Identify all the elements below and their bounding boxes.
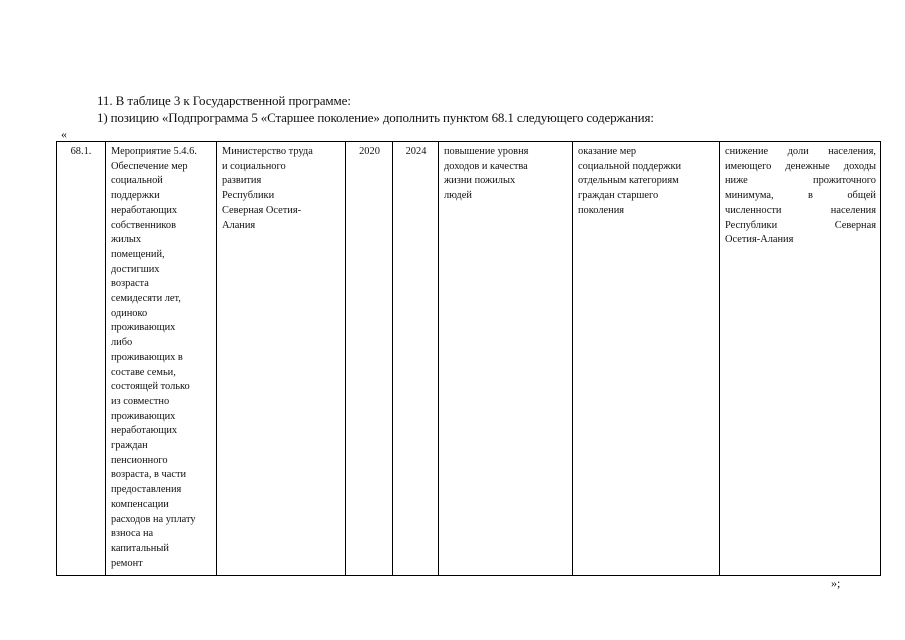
year-end: 2024 xyxy=(405,146,427,157)
text-line: граждан старшего xyxy=(578,190,659,202)
text-line: возраста xyxy=(111,278,149,290)
intro-line-2: 1) позицию «Подпрограмма 5 «Старшее поколение» дополнить пунктом 68.1 следующего содержания: xyxy=(97,110,654,125)
activity-text xyxy=(111,145,212,571)
text-line: составе семьи, xyxy=(111,366,176,378)
text-line: Министерство труда xyxy=(222,146,313,157)
text-line: Республики Северная xyxy=(725,219,876,231)
text-line: жилых xyxy=(111,234,142,246)
text-line: помещений, xyxy=(111,248,165,260)
intro-line-1: 11. В таблице 3 к Государственной программе: xyxy=(97,93,351,108)
activity-cell xyxy=(106,142,217,576)
goal-text xyxy=(444,145,568,204)
text-line: капитальный xyxy=(111,542,169,554)
result-text xyxy=(725,145,876,248)
text-line: собственников xyxy=(111,219,177,231)
text-line: семидесяти лет, xyxy=(111,293,181,305)
text-line: пенсионного xyxy=(111,454,168,466)
text-line: Обеспечение мер xyxy=(111,160,188,172)
opening-quote: « xyxy=(61,127,67,141)
text-line: отдельным категориям xyxy=(578,175,679,187)
row-number: 68.1. xyxy=(70,146,92,157)
executor-text xyxy=(222,145,341,233)
text-line: ниже прожиточного xyxy=(725,175,876,187)
table-row xyxy=(57,142,881,576)
text-line: Республики xyxy=(222,190,275,202)
text-line: повышение уровня xyxy=(444,146,529,157)
text-line: развития xyxy=(222,175,262,187)
text-line: имеющего денежные доходы xyxy=(725,160,876,172)
text-line: снижение доли населения, xyxy=(725,146,876,157)
year-start: 2020 xyxy=(359,146,380,157)
year-end-cell xyxy=(393,142,439,576)
text-line: проживающих xyxy=(111,322,176,334)
text-line: неработающих xyxy=(111,425,178,437)
goal-cell xyxy=(439,142,573,576)
text-line: проживающих в xyxy=(111,351,183,363)
text-line: численности населения xyxy=(725,204,876,216)
executor-cell xyxy=(217,142,346,576)
text-line: оказание мер xyxy=(578,146,637,157)
measures-cell xyxy=(573,142,720,576)
text-line: неработающих xyxy=(111,204,178,216)
text-line: жизни пожилых xyxy=(444,175,516,187)
row-number-cell xyxy=(57,142,106,576)
text-line: ремонт xyxy=(111,557,143,569)
text-line: и социального xyxy=(222,160,286,172)
program-table xyxy=(56,141,881,576)
text-line: доходов и качества xyxy=(444,160,528,172)
text-line: поколения xyxy=(578,204,625,216)
text-line: социальной поддержки xyxy=(578,160,682,172)
text-line: взноса на xyxy=(111,528,154,540)
measures-text xyxy=(578,145,715,219)
text-line: одиноко xyxy=(111,307,148,319)
text-line: либо xyxy=(111,337,133,349)
year-start-cell xyxy=(346,142,393,576)
text-line: Мероприятие 5.4.6. xyxy=(111,146,197,157)
text-line: Северная Осетия- xyxy=(222,204,302,216)
closing-quote: »; xyxy=(831,576,841,590)
text-line: проживающих xyxy=(111,410,176,422)
text-line: Осетия-Алания xyxy=(725,234,794,246)
text-line: из совместно xyxy=(111,395,170,407)
text-line: социальной xyxy=(111,175,163,187)
text-line: предоставления xyxy=(111,484,182,496)
text-line: поддержки xyxy=(111,190,160,202)
text-line: минимума, в общей xyxy=(725,190,876,202)
result-cell xyxy=(720,142,881,576)
text-line: граждан xyxy=(111,440,148,452)
text-line: возраста, в части xyxy=(111,469,187,481)
text-line: людей xyxy=(444,190,472,202)
text-line: компенсации xyxy=(111,498,169,510)
text-line: Алания xyxy=(222,219,256,231)
text-line: достигших xyxy=(111,263,160,275)
text-line: состоящей только xyxy=(111,381,190,393)
text-line: расходов на уплату xyxy=(111,513,196,525)
